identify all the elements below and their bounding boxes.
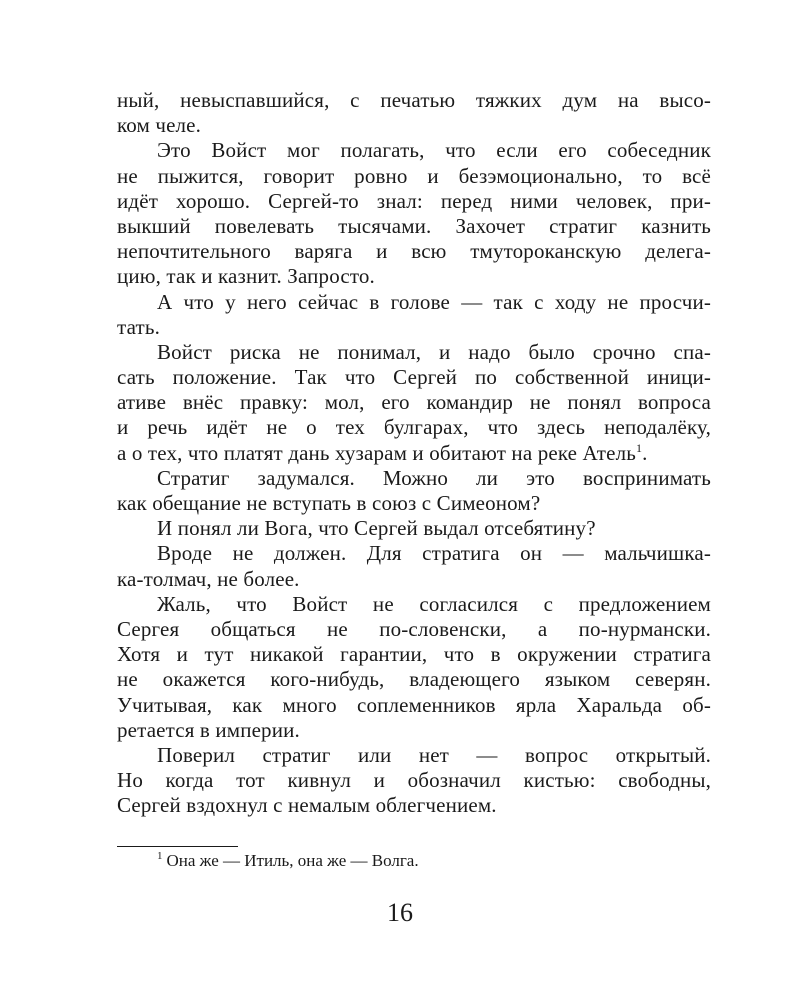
text-line: идёт хорошо. Сергей-то знал: перед ними человек, при- <box>117 188 711 213</box>
footnote <box>157 850 419 872</box>
footnote-divider <box>117 846 238 847</box>
text-line: как обещание не вступать в союз с Симеоном? <box>117 491 541 515</box>
text-line: Вроде не должен. Для стратига он — мальчишка- <box>157 541 711 566</box>
text-line: А что у него сейчас в голове — так с ходу не просчи- <box>157 289 711 314</box>
text-line: не пыжится, говорит ровно и безэмоционально, то всё <box>117 163 711 188</box>
text-line: ный, невыспавшийся, с печатью тяжких дум на высо- <box>117 88 711 112</box>
text-line: выкший повелевать тысячами. Захочет стратиг казнить <box>117 213 711 238</box>
text-line-with-footnote <box>117 441 711 466</box>
text-line: Сергея общаться не по-словенски, а по-нурмански. <box>117 616 711 641</box>
text-line: ативе внёс правку: мол, его командир не понял вопроса <box>117 390 711 415</box>
text-line: непочтительного варяга и всю тмутороканскую делега- <box>117 239 711 264</box>
footnote-marker: 1 <box>157 850 163 863</box>
text-line: ком челе. <box>117 113 202 138</box>
text-line: Это Войст мог полагать, что если его собеседник <box>157 138 711 163</box>
text-line: Жаль, что Войст не согласился с предложением <box>157 591 711 616</box>
footnote-reference[interactable]: 1 <box>635 440 643 455</box>
text-line-content: а о тех, что платят дань хузарам и обитают на реке Атель <box>117 440 636 465</box>
text-line-end: . <box>642 440 648 465</box>
footnote-text: Она же — Итиль, она же — Волга. <box>166 851 419 870</box>
text-line: И понял ли Вога, что Сергей выдал отсебятину? <box>157 516 596 541</box>
text-line: цию, так и казнит. Запросто. <box>117 264 375 289</box>
text-line: Хотя и тут никакой гарантии, что в окружении стратига <box>117 642 711 667</box>
text-line: Войст риска не понимал, и надо было срочно спа- <box>157 339 711 364</box>
text-line: не окажется кого-нибудь, владеющего языком северян. <box>117 667 711 692</box>
text-line: Сергей вздохнул с немалым облегчением. <box>117 793 497 818</box>
text-line: и речь идёт не о тех булгарах, что здесь неподалёку, <box>117 415 711 440</box>
text-line: Стратиг задумался. Можно ли это воспринимать <box>157 465 711 490</box>
text-line: ка-толмач, не более. <box>117 566 300 591</box>
text-line: сать положение. Так что Сергей по собственной иници- <box>117 365 711 390</box>
page-body <box>117 88 711 818</box>
text-line: ретается в империи. <box>117 717 300 742</box>
text-line: Но когда тот кивнул и обозначил кистью: свободны, <box>117 768 711 793</box>
page-number: 16 <box>387 898 413 927</box>
text-line: тать. <box>117 314 160 339</box>
text-line: Учитывая, как много соплеменников ярла Харальда об- <box>117 692 711 717</box>
text-line: Поверил стратиг или нет — вопрос открытый. <box>157 742 711 767</box>
